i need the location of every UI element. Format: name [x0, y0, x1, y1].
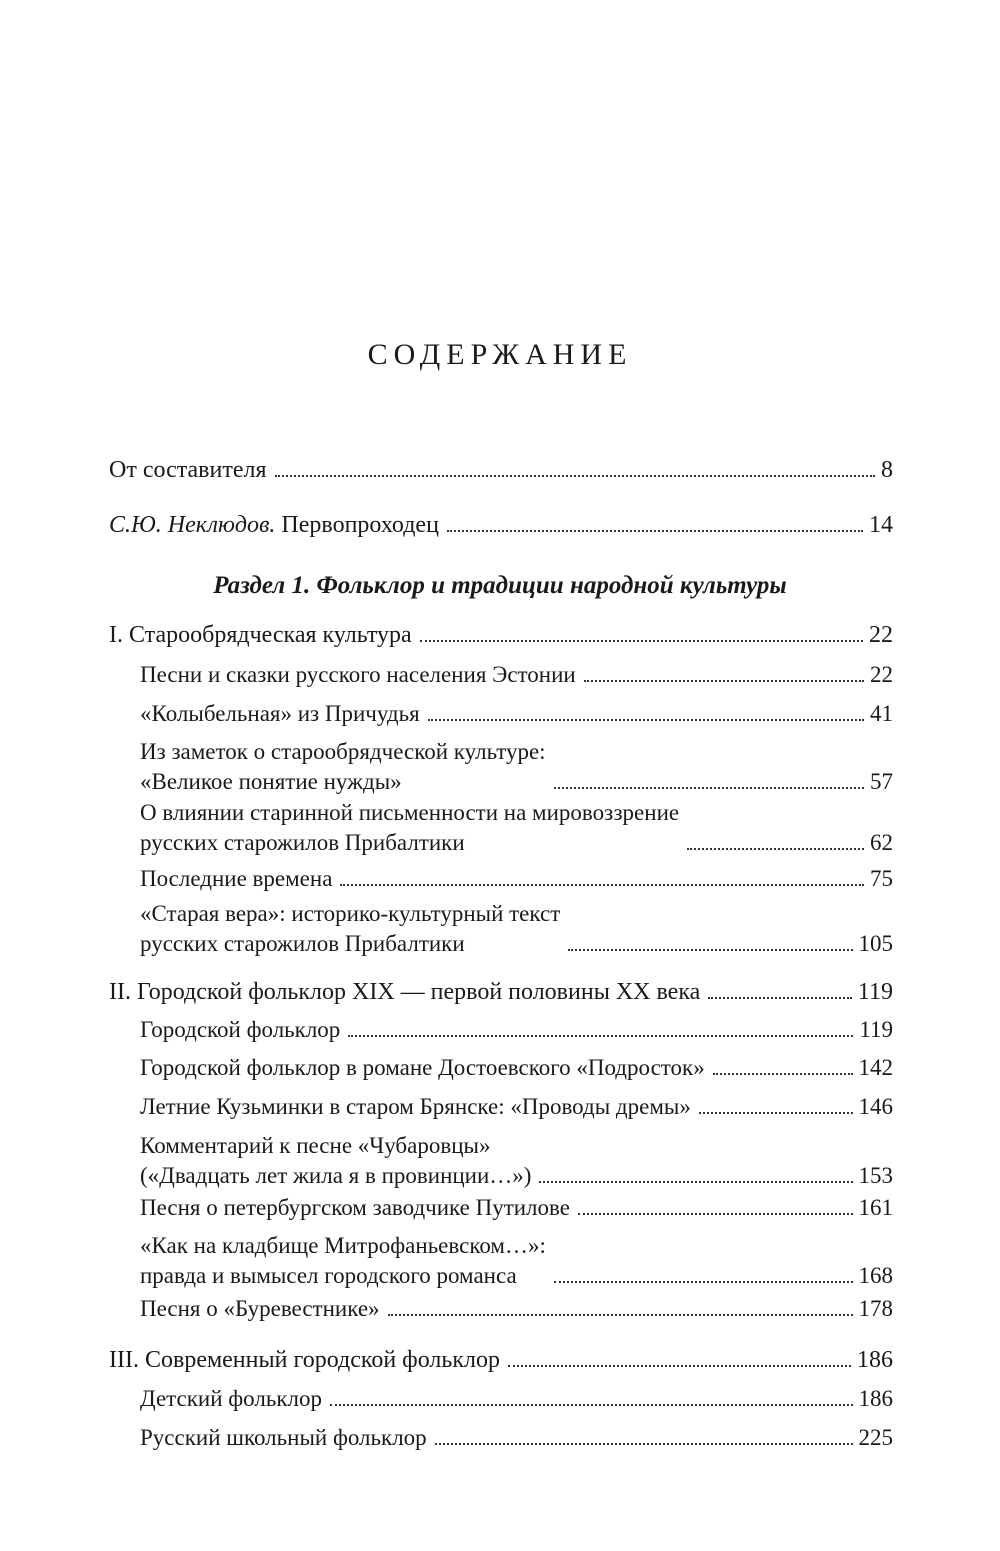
toc-entry-title [140, 1231, 546, 1291]
toc-chapter-title: I. Старообрядческая культура [109, 622, 412, 648]
dot-leader [348, 1034, 853, 1037]
dot-leader [539, 1180, 852, 1183]
toc-entry-title [140, 1131, 531, 1191]
dot-leader [578, 1212, 853, 1215]
toc-entry[interactable] [140, 1092, 893, 1122]
toc-entry[interactable] [140, 1131, 893, 1191]
toc-page-number: 161 [858, 1195, 893, 1220]
dot-leader [435, 1442, 853, 1445]
section-heading: Раздел 1. Фольклор и традиции народной культуры [213, 572, 787, 599]
toc-page-number: 62 [870, 830, 893, 855]
toc-page-number: 142 [858, 1055, 893, 1080]
toc-entry-title: Русский школьный фольклор [140, 1425, 427, 1450]
toc-entry-title: Летние Кузьминки в старом Брянске: «Проводы дремы» [140, 1094, 691, 1119]
toc-entry-title: Городской фольклор [140, 1017, 341, 1042]
dot-leader [275, 474, 876, 477]
toc-page-number: 186 [858, 1386, 893, 1411]
toc-entry[interactable] [140, 1231, 893, 1291]
dot-leader [388, 1313, 853, 1316]
toc-page-number: 14 [869, 512, 893, 538]
toc-page-number: 22 [870, 662, 893, 687]
dot-leader [568, 948, 852, 951]
toc-page-number: 119 [859, 1017, 893, 1042]
toc-entry-line: Из заметок о старообрядческой культуре: [140, 739, 546, 764]
toc-entry-line: «Великое понятие нужды» [140, 769, 402, 794]
toc-entry[interactable] [140, 1015, 893, 1045]
toc-entry[interactable] [140, 737, 893, 797]
toc-entry-title: Песня о петербургском заводчике Путилове [140, 1195, 570, 1220]
toc-entry-title [140, 899, 560, 959]
dot-leader [428, 718, 864, 721]
toc-page-number: 168 [858, 1263, 893, 1288]
toc-entry-author: С.Ю. Неклюдов. [109, 512, 276, 538]
toc-entry-title [140, 798, 679, 858]
dot-leader [330, 1403, 853, 1406]
toc-page-number: 41 [870, 701, 893, 726]
dot-leader [508, 1364, 851, 1367]
toc-entry-title: Песни и сказки русского населения Эстонии [140, 662, 576, 687]
toc-entry-line: «Старая вера»: историко-культурный текст [140, 901, 561, 926]
toc-page-number: 8 [881, 457, 893, 483]
toc-page-number: 57 [870, 769, 893, 794]
toc-page-number: 119 [857, 979, 893, 1005]
toc-entry-line: («Двадцать лет жила я в провинции…») [140, 1163, 532, 1188]
toc-entry-title: Городской фольклор в романе Достоевского «Подросток» [140, 1055, 705, 1080]
dot-leader [687, 847, 864, 850]
toc-entry[interactable] [140, 1053, 893, 1083]
dot-leader [340, 883, 864, 886]
toc-entry-title: Детский фольклор [140, 1386, 322, 1411]
toc-chapter[interactable] [109, 620, 893, 650]
toc-entry-title: Песня о «Буревестнике» [140, 1296, 380, 1321]
toc-entry-title [140, 737, 546, 797]
toc-chapter[interactable] [109, 1345, 893, 1375]
toc-entry-title: «Колыбельная» из Причудья [140, 701, 420, 726]
page-title: СОДЕРЖАНИЕ [367, 338, 633, 371]
toc-entry[interactable] [140, 864, 893, 894]
toc-chapter[interactable] [109, 977, 893, 1007]
toc-entry-line: русских старожилов Прибалтики [140, 830, 465, 855]
toc-entry-title: Последние времена [140, 866, 333, 891]
toc-entry[interactable] [140, 699, 893, 729]
toc-chapter-title: II. Городской фольклор XIX — первой половины XX века [109, 979, 701, 1005]
toc-entry-text: Первопроходец [281, 512, 439, 538]
dot-leader [554, 786, 864, 789]
toc-entry[interactable] [140, 798, 893, 858]
dot-leader [420, 639, 863, 642]
toc-entry-title [109, 510, 439, 540]
toc-entry-line: «Как на кладбище Митрофаньевском…»: [140, 1233, 546, 1258]
toc-entry[interactable] [140, 1193, 893, 1223]
toc-entry-line: О влиянии старинной письменности на мировоззрение [140, 800, 680, 825]
dot-leader [447, 529, 863, 532]
toc-entry[interactable] [109, 510, 893, 540]
toc-entry[interactable] [140, 1294, 893, 1324]
dot-leader [708, 996, 852, 999]
toc-entry[interactable] [140, 660, 893, 690]
toc-entry-line: русских старожилов Прибалтики [140, 931, 465, 956]
toc-entry[interactable] [140, 899, 893, 959]
toc-entry[interactable] [109, 455, 893, 485]
dot-leader [713, 1072, 853, 1075]
toc-entry-title: От составителя [109, 457, 267, 483]
toc-page-number: 75 [870, 866, 893, 891]
toc-page-number: 186 [857, 1347, 893, 1373]
toc-entry[interactable] [140, 1423, 893, 1453]
toc-entry-line: Комментарий к песне «Чубаровцы» [140, 1133, 491, 1158]
toc-page-number: 153 [858, 1163, 893, 1188]
toc-page-number: 105 [858, 931, 893, 956]
dot-leader [699, 1111, 853, 1114]
toc-entry-line: правда и вымысел городского романса [140, 1263, 517, 1288]
toc-page-number: 146 [858, 1094, 893, 1119]
dot-leader [554, 1280, 853, 1283]
dot-leader [584, 679, 864, 682]
toc-page-number: 178 [858, 1296, 893, 1321]
toc-page-number: 22 [869, 622, 893, 648]
toc-entry[interactable] [140, 1384, 893, 1414]
toc-chapter-title: III. Современный городской фольклор [109, 1347, 500, 1373]
toc-page-number: 225 [858, 1425, 893, 1450]
